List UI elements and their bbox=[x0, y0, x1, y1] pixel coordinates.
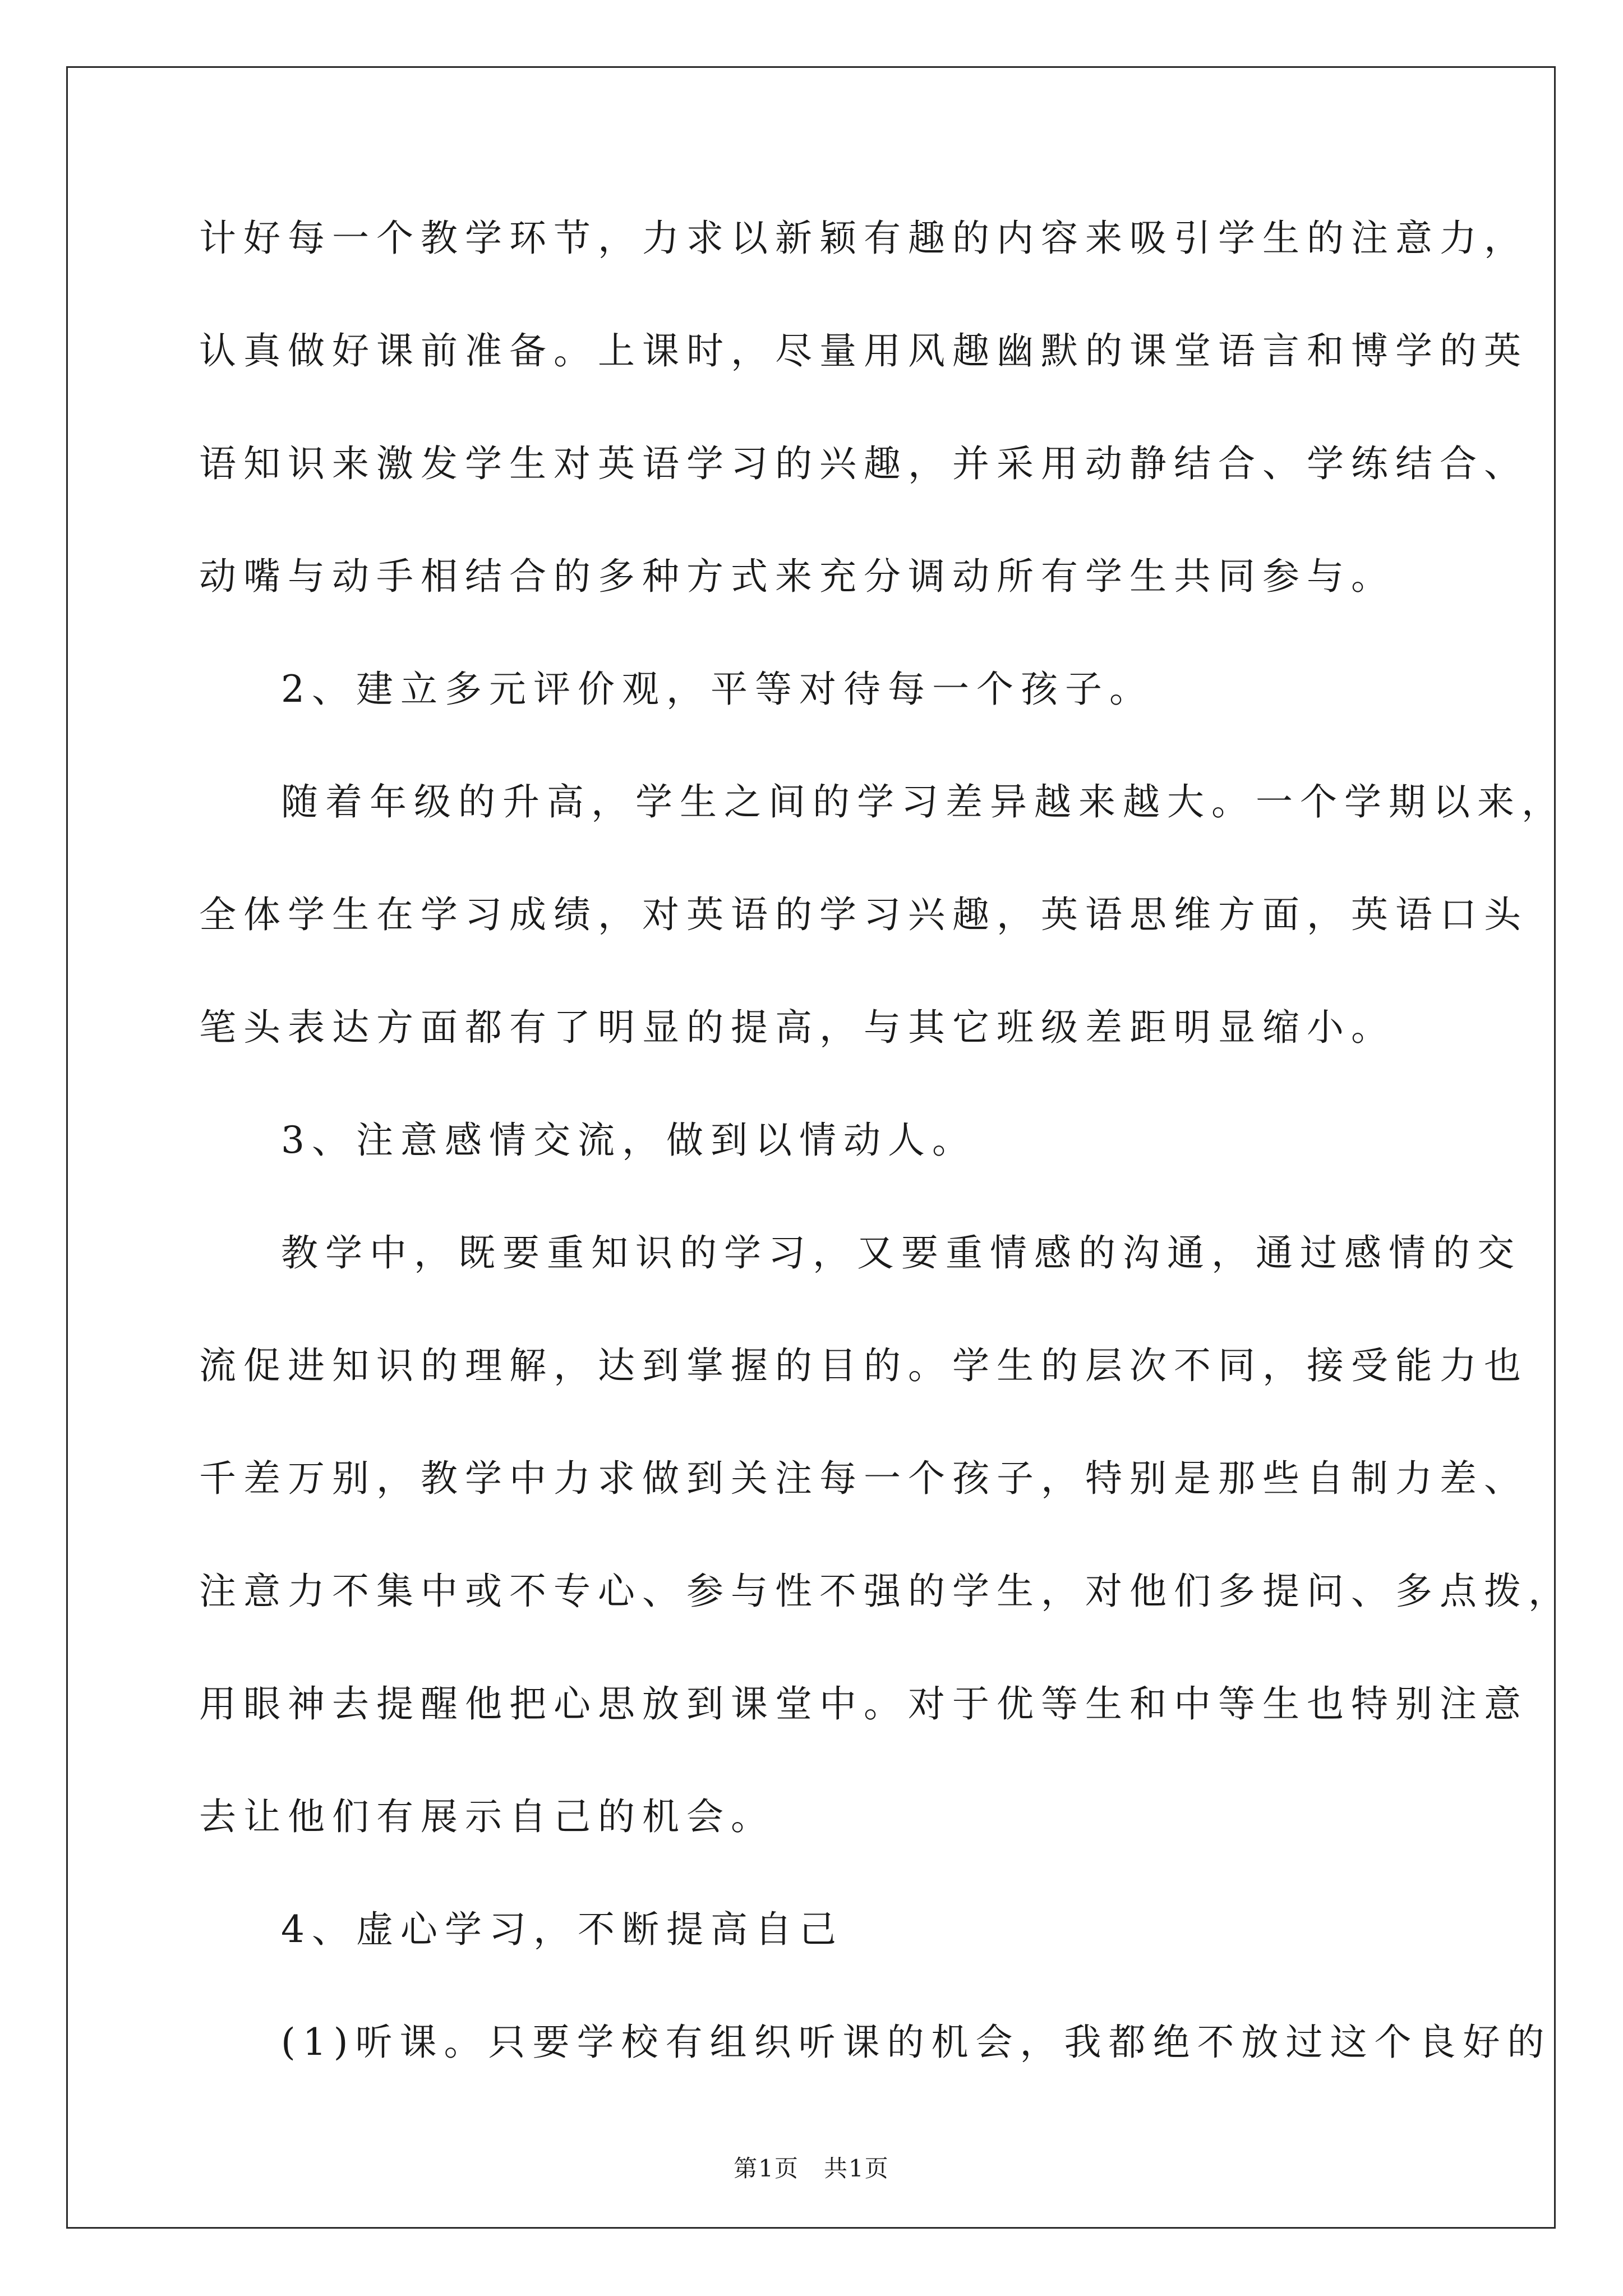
text-line: 笔头表达方面都有了明显的提高，与其它班级差距明显缩小。 bbox=[199, 1006, 1395, 1049]
text-line: 流促进知识的理解，达到掌握的目的。学生的层次不同，接受能力也 bbox=[199, 1344, 1528, 1387]
text-line: 教学中，既要重知识的学习，又要重情感的沟通，通过感情的交 bbox=[281, 1231, 1521, 1274]
section-heading: 4、虚心学习，不断提高自己 bbox=[281, 1908, 843, 1951]
text-line: (1)听课。只要学校有组织听课的机会，我都绝不放过这个良好的 bbox=[281, 2021, 1552, 2064]
text-line: 认真做好课前准备。上课时，尽量用风趣幽默的课堂语言和博学的英 bbox=[199, 329, 1528, 372]
document-body bbox=[199, 208, 1573, 2124]
text-line: 用眼神去提醒他把心思放到课堂中。对于优等生和中等生也特别注意 bbox=[199, 1682, 1528, 1726]
text-line: 随着年级的升高，学生之间的学习差异越来越大。一个学期以来， bbox=[281, 780, 1566, 823]
text-line: 注意力不集中或不专心、参与性不强的学生，对他们多提问、多点拨， bbox=[199, 1570, 1573, 1613]
text-line: 动嘴与动手相结合的多种方式来充分调动所有学生共同参与。 bbox=[199, 555, 1395, 598]
section-heading: 3、注意感情交流，做到以情动人。 bbox=[281, 1119, 976, 1162]
text-line: 语知识来激发学生对英语学习的兴趣，并采用动静结合、学练结合、 bbox=[199, 442, 1528, 485]
section-heading: 2、建立多元评价观，平等对待每一个孩子。 bbox=[281, 668, 1154, 711]
text-line: 千差万别，教学中力求做到关注每一个孩子，特别是那些自制力差、 bbox=[199, 1457, 1528, 1500]
page-footer: 第1页 共1页 bbox=[734, 2155, 889, 2182]
text-line: 去让他们有展示自己的机会。 bbox=[199, 1795, 775, 1838]
text-line: 全体学生在学习成绩，对英语的学习兴趣，英语思维方面，英语口头 bbox=[199, 893, 1528, 936]
text-line: 计好每一个教学环节，力求以新颖有趣的内容来吸引学生的注意力， bbox=[199, 217, 1528, 260]
